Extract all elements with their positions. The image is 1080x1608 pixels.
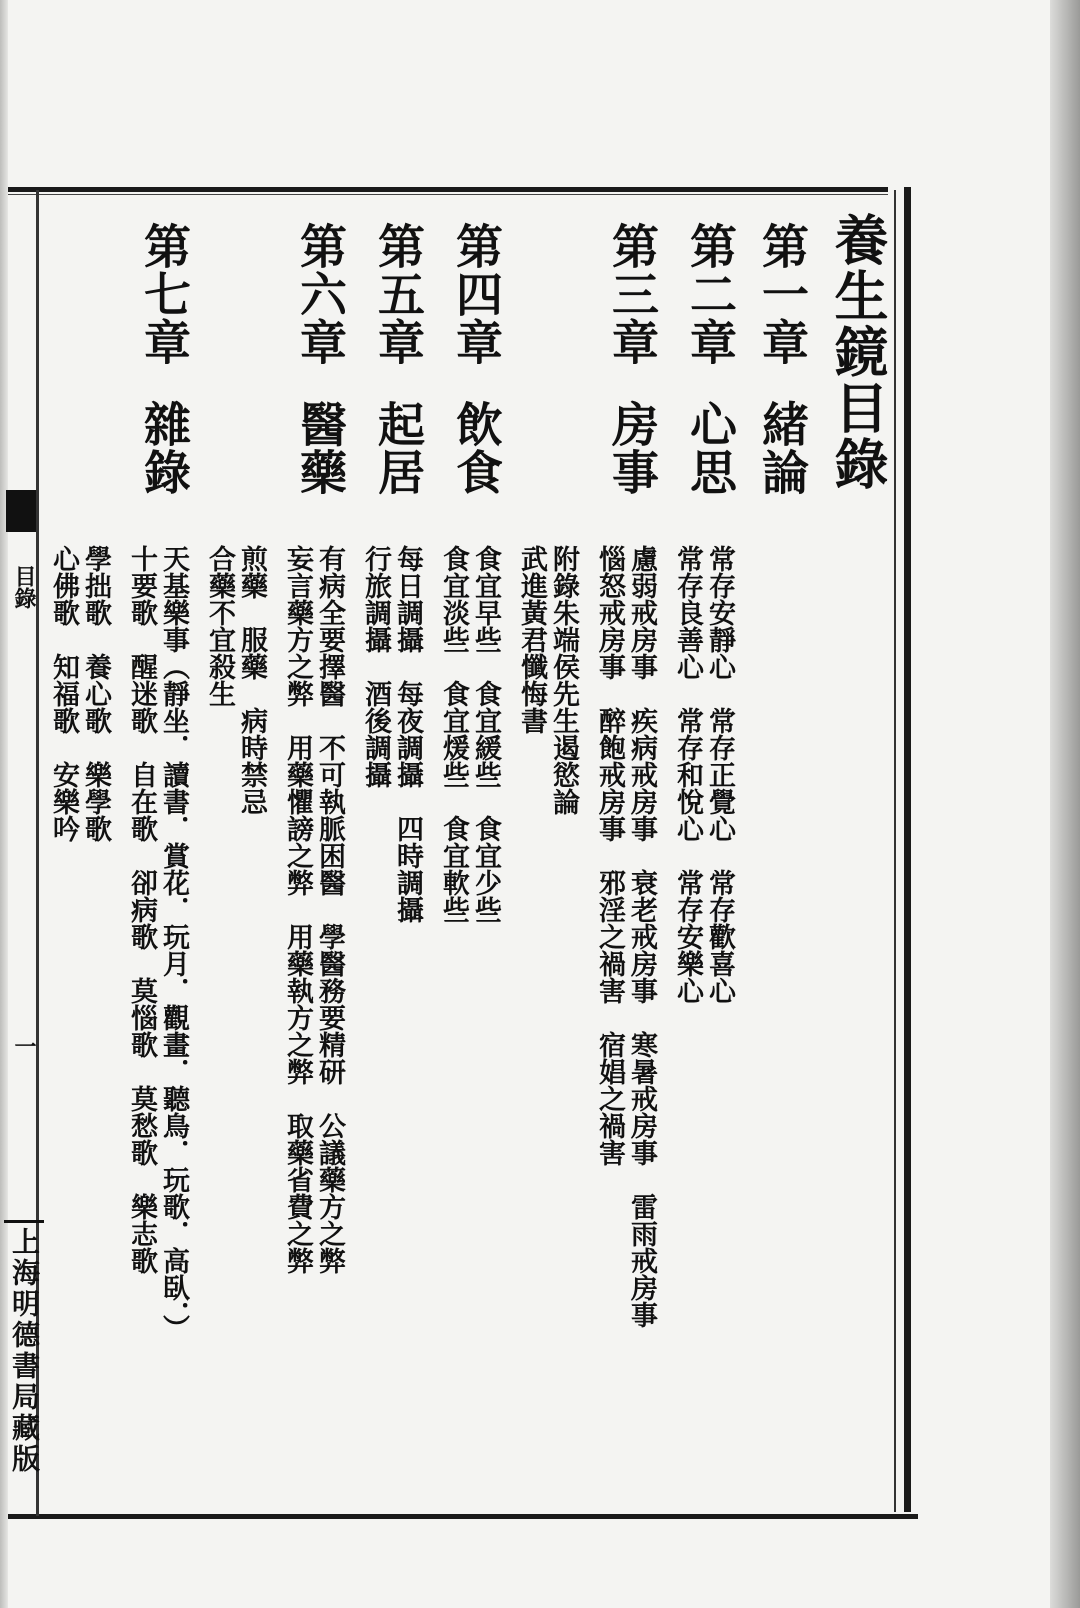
chapter-2-number: 第二章: [682, 222, 737, 366]
spine-black-mark: [6, 490, 36, 532]
chapter-3-entry-2: 惱怒戒房事 醉飽戒房事 邪淫之禍害 宿娼之禍害: [594, 545, 625, 1166]
chapter-4-entry-1: 食宜早些 食宜緩些 食宜少些: [470, 545, 501, 923]
chapter-6-entry-2: 妄言藥方之弊 用藥懼謗之弊 用藥執方之弊 取藥省費之弊: [282, 545, 313, 1274]
spine-page-number: 一: [11, 1035, 36, 1057]
top-border: [8, 187, 888, 192]
chapter-5-name: 起居: [370, 400, 425, 496]
chapter-2-entry-1: 常存安靜心 常存正覺心 常存歡喜心: [704, 545, 735, 1004]
chapter-2-entry-2: 常存良善心 常存和悅心 常存安樂心: [672, 545, 703, 1004]
chapter-6-entry-1: 有病全要擇醫 不可執脈困醫 學醫務要精研 公議藥方之弊: [314, 545, 345, 1274]
chapter-3-entry-4: 武進黃君懺悔書: [516, 545, 547, 734]
spine-label: 目錄: [11, 565, 36, 609]
chapter-7-entry-1: 天基樂事（靜坐．讀書．賞花．玩月．觀畫．聽鳥．玩歌．高臥．）: [158, 545, 189, 1342]
chapter-3-number: 第三章: [604, 222, 659, 366]
chapter-2-name: 心思: [682, 400, 737, 496]
chapter-5-number: 第五章: [370, 222, 425, 366]
chapter-4-name: 飲食: [448, 400, 503, 496]
top-border-inner: [8, 194, 888, 195]
spine-publisher: 上海明德書局藏版: [4, 1220, 44, 1475]
chapter-6-entry-3: 煎藥 服藥 病時禁忌: [236, 545, 267, 815]
chapter-7-entry-4: 心佛歌 知福歌 安樂吟: [48, 545, 79, 842]
chapter-4-number: 第四章: [448, 222, 503, 366]
chapter-5-entry-1: 每日調攝 每夜調攝 四時調攝: [392, 545, 423, 923]
chapter-7-name: 雜錄: [136, 400, 191, 496]
chapter-7-entry-2: 十要歌 醒迷歌 自在歌 卻病歌 莫惱歌 莫愁歌 樂志歌: [126, 545, 157, 1274]
chapter-6-entry-4: 合藥不宜殺生: [204, 545, 235, 707]
chapter-3-name: 房事: [604, 400, 659, 496]
chapter-6-name: 醫藥: [292, 400, 347, 496]
page-right-edge: [1050, 0, 1080, 1608]
chapter-7-entry-3: 學拙歌 養心歌 樂學歌: [80, 545, 111, 842]
right-border: [904, 187, 911, 1512]
chapter-6-number: 第六章: [292, 222, 347, 366]
chapter-1-name: 緒論: [754, 400, 809, 496]
chapter-1-number: 第一章: [754, 222, 809, 366]
chapter-4-entry-2: 食宜淡些 食宜煖些 食宜軟些: [438, 545, 469, 923]
chapter-3-entry-3: 附錄朱端侯先生遏慾論: [548, 545, 579, 815]
chapter-7-number: 第七章: [136, 222, 191, 366]
chapter-5-entry-2: 行旅調攝 酒後調攝: [360, 545, 391, 788]
chapter-3-entry-1: 慮弱戒房事 疾病戒房事 衰老戒房事 寒暑戒房事 雷雨戒房事: [626, 545, 657, 1328]
bottom-border: [8, 1514, 918, 1519]
page-title: 養生鏡目錄: [826, 212, 890, 492]
